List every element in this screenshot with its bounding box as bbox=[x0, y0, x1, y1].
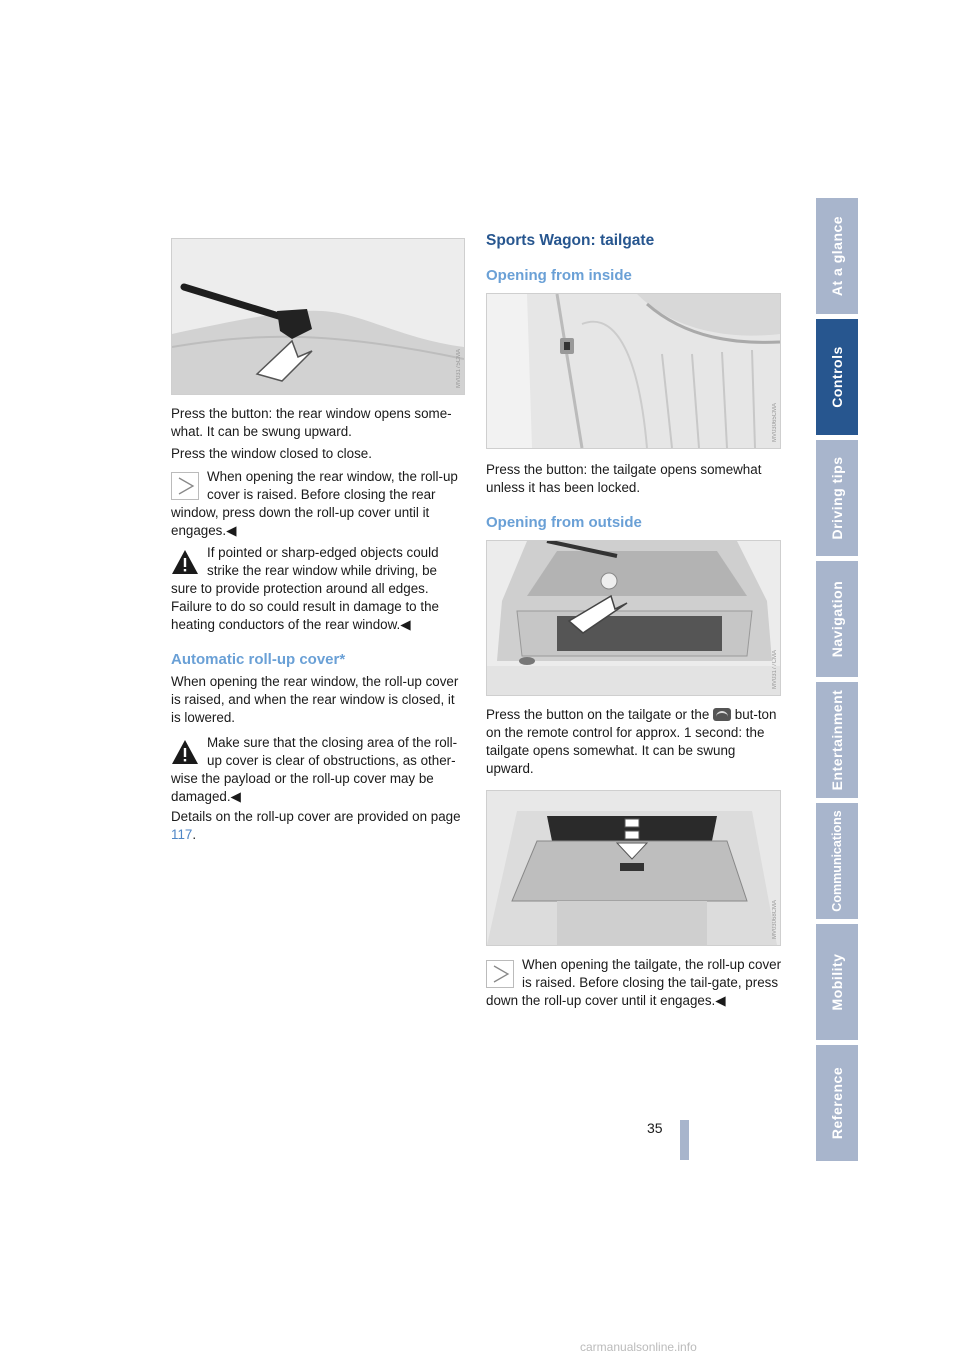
warning-icon bbox=[171, 548, 199, 576]
rear-window-wiper-figure: MV03175CMA bbox=[171, 238, 465, 395]
tab-reference[interactable]: Reference bbox=[816, 1045, 858, 1161]
tab-entertainment[interactable]: Entertainment bbox=[816, 682, 858, 798]
tab-communications[interactable]: Communications bbox=[816, 803, 858, 919]
rollup-details-text: Details on the roll-up cover are provided on page 117. bbox=[171, 809, 461, 842]
closing-area-warning: Make sure that the closing area of the roll-up cover is clear of obstructions, as other-wise the payload or the roll-up cover may be damaged.◀ bbox=[171, 735, 458, 804]
tailgate-heading: Sports Wagon: tailgate bbox=[486, 232, 655, 249]
page-link[interactable]: 117 bbox=[171, 827, 193, 842]
automatic-rollup-text: When opening the rear window, the roll-up cover is raised, and when the rear window is closed, it is lowered. bbox=[171, 674, 459, 725]
note-triangle-icon bbox=[171, 472, 199, 500]
opening-inside-heading: Opening from inside bbox=[486, 267, 632, 284]
section-tabs bbox=[816, 198, 858, 1166]
rollup-note: When opening the rear window, the roll-up cover is raised. Before closing the rear window, press down the roll-up cover until it engages.◀ bbox=[171, 469, 458, 538]
tab-navigation[interactable]: Navigation bbox=[816, 561, 858, 677]
inside-instruction: Press the button: the tailgate opens somewhat unless it has been locked. bbox=[486, 462, 762, 495]
tab-controls[interactable]: Controls bbox=[816, 319, 858, 435]
opening-outside-heading: Opening from outside bbox=[486, 514, 642, 531]
remote-tailgate-button-icon bbox=[713, 708, 731, 721]
note-triangle-icon bbox=[486, 960, 514, 988]
rear-window-instruction: Press the button: the rear window opens some-what. It can be swung upward. bbox=[171, 406, 452, 439]
tailgate-rollup-note: When opening the tailgate, the roll-up cover is raised. Before closing the tail-gate, press down the roll-up cover until it engages.◀ bbox=[486, 957, 782, 1008]
page-number-bar bbox=[680, 1120, 689, 1160]
rollup-cover-figure: MV03068CMA bbox=[486, 790, 781, 946]
watermark: carmanualsonline.info bbox=[580, 1340, 697, 1354]
warning-icon bbox=[171, 738, 199, 766]
rear-window-close-instruction: Press the window closed to close. bbox=[171, 446, 372, 461]
outside-instruction: Press the button on the tailgate or the but-ton on the remote control for approx. 1 second: the tailgate opens somewhat. It can be swung upward. bbox=[486, 707, 777, 776]
tab-mobility[interactable]: Mobility bbox=[816, 924, 858, 1040]
automatic-rollup-heading: Automatic roll-up cover* bbox=[171, 651, 346, 668]
interior-button-figure: MV03065CMA bbox=[486, 293, 781, 449]
page-number: 35 bbox=[647, 1120, 663, 1136]
sharp-objects-warning: If pointed or sharp-edged objects could strike the rear window while driving, be sure to provide protection around all edges. Failure to do so could result in damage to the heating conductors of the rear window.◀ bbox=[171, 545, 439, 632]
tailgate-exterior-figure: MV03177CMA bbox=[486, 540, 781, 696]
tab-at-a-glance[interactable]: At a glance bbox=[816, 198, 858, 314]
tab-driving-tips[interactable]: Driving tips bbox=[816, 440, 858, 556]
